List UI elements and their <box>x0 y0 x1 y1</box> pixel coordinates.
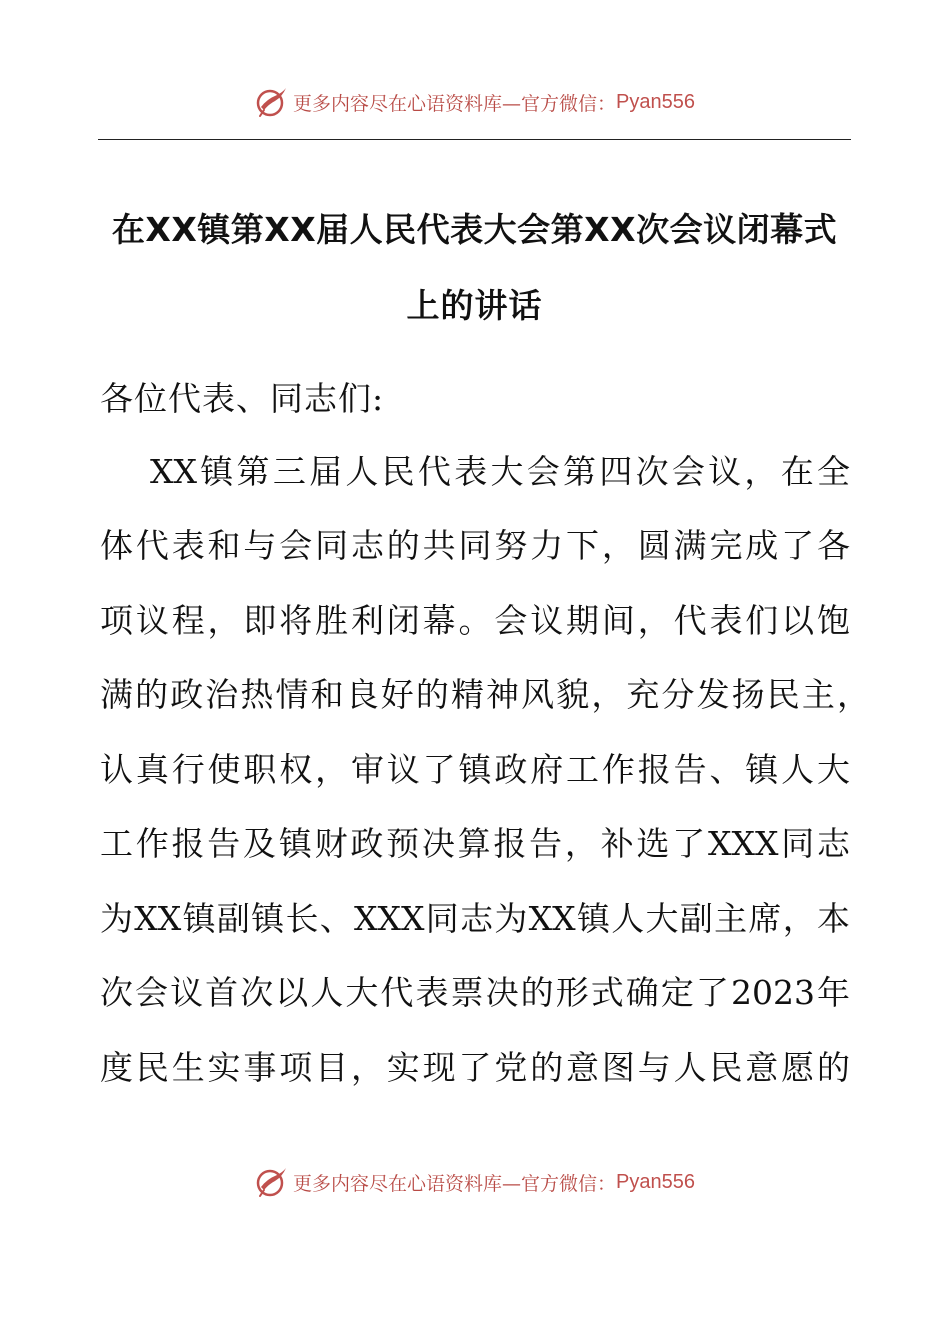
body-line: 认真行使职权，审议了镇政府工作报告、镇人大 <box>100 750 850 789</box>
footer-banner <box>0 1162 950 1202</box>
body-line: 体代表和与会同志的共同努力下，圆满完成了各 <box>100 526 850 565</box>
body-line: 满的政治热情和良好的精神风貌，充分发扬民主， <box>100 675 870 714</box>
salutation: 各位代表、同志们: <box>100 379 385 418</box>
body-line: XX镇第三届人民代表大会第四次会议，在全 <box>150 452 850 491</box>
document-title-line-1: 在XX镇第XX届人民代表大会第XX次会议闭幕式 <box>111 210 838 249</box>
body-line: 工作报告及镇财政预决算报告，补选了XXX同志 <box>100 824 850 863</box>
body-line: 为XX镇副镇长、XXX同志为XX镇人大副主席，本 <box>100 899 850 938</box>
header-banner-text: 更多内容尽在心语资料库—官方微信： <box>293 92 617 115</box>
header-divider <box>98 139 851 140</box>
footer-wechat-id: Pyan556 <box>616 1170 695 1193</box>
footer-banner-text: 更多内容尽在心语资料库—官方微信： <box>293 1172 617 1195</box>
header-wechat-id: Pyan556 <box>616 90 695 113</box>
quill-pen-logo-icon <box>255 85 289 119</box>
quill-pen-logo-icon <box>255 1165 289 1199</box>
body-line: 度民生实事项目，实现了党的意图与人民意愿的 <box>100 1048 850 1087</box>
body-line: 次会议首次以人大代表票决的形式确定了2023年 <box>100 973 850 1012</box>
document-title-line-2: 上的讲话 <box>406 286 543 325</box>
header-banner <box>0 82 950 122</box>
body-line: 项议程，即将胜利闭幕。会议期间，代表们以饱 <box>100 601 850 640</box>
